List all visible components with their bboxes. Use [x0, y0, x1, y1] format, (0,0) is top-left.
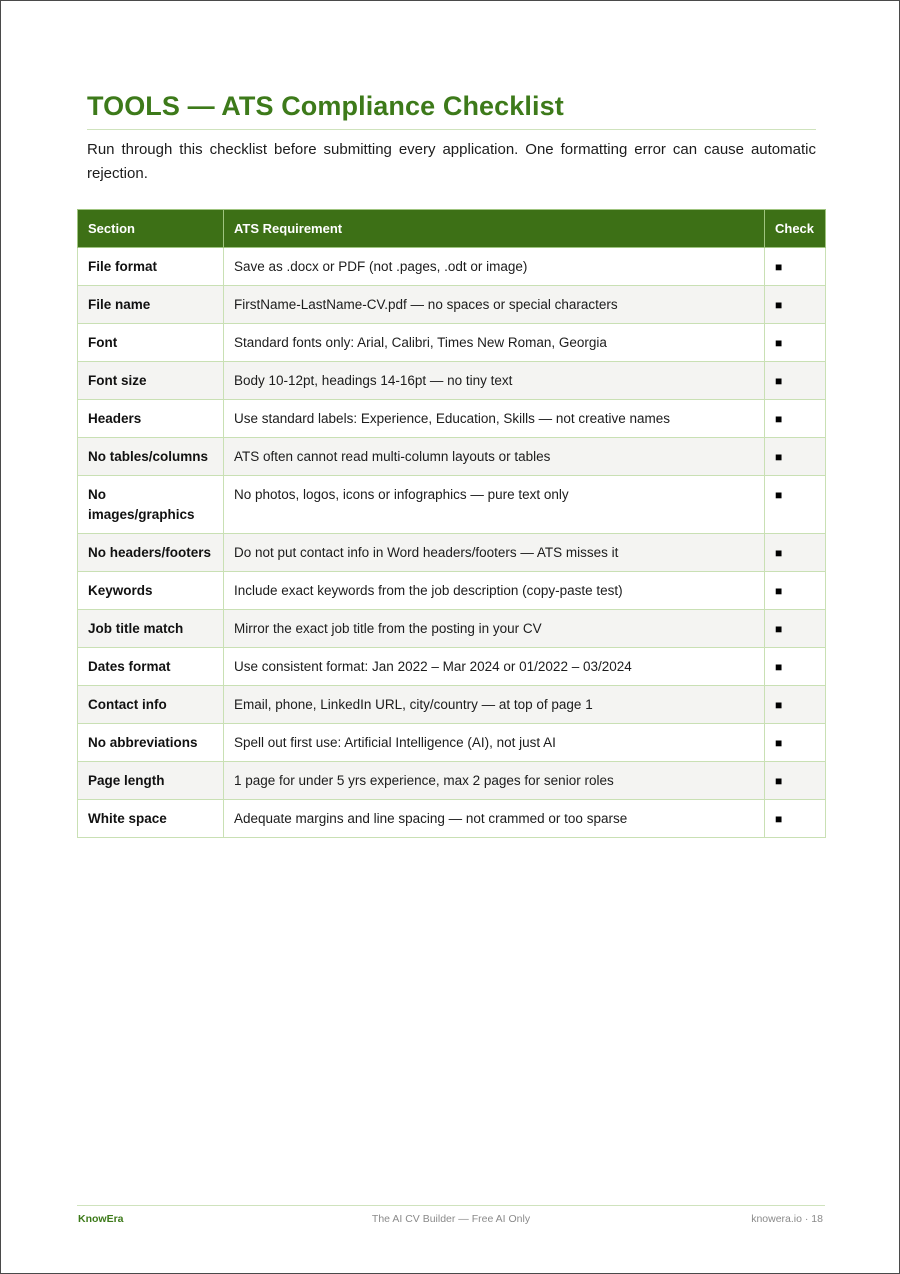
section-cell: Dates format [78, 648, 224, 686]
table-row [78, 762, 826, 800]
table-row [78, 324, 826, 362]
column-header-check: Check [765, 210, 826, 248]
requirement-cell: Use consistent format: Jan 2022 – Mar 2024 or 01/2022 – 03/2024 [224, 648, 765, 686]
checkbox-icon[interactable]: ■ [765, 572, 826, 610]
requirement-cell: FirstName-LastName-CV.pdf — no spaces or special characters [224, 286, 765, 324]
requirement-cell: 1 page for under 5 yrs experience, max 2 pages for senior roles [224, 762, 765, 800]
table-row [78, 648, 826, 686]
column-header-section: Section [78, 210, 224, 248]
table-row [78, 400, 826, 438]
section-cell: Headers [78, 400, 224, 438]
checkbox-icon[interactable]: ■ [765, 324, 826, 362]
intro-paragraph: Run through this checklist before submitting every application. One formatting error can cause automatic rejection. [87, 141, 816, 182]
checkbox-icon[interactable]: ■ [765, 648, 826, 686]
table-row [78, 800, 826, 838]
footer-brand: KnowEra [78, 1213, 124, 1225]
requirement-cell: ATS often cannot read multi-column layouts or tables [224, 438, 765, 476]
section-cell: No tables/columns [78, 438, 224, 476]
table-row [78, 362, 826, 400]
section-cell: Job title match [78, 610, 224, 648]
checkbox-icon[interactable]: ■ [765, 248, 826, 286]
ats-checklist-table [77, 209, 826, 838]
requirement-cell: Use standard labels: Experience, Education, Skills — not creative names [224, 400, 765, 438]
checkbox-icon[interactable]: ■ [765, 724, 826, 762]
page-title: TOOLS — ATS Compliance Checklist [87, 91, 564, 121]
section-cell: Contact info [78, 686, 224, 724]
section-cell: Font size [78, 362, 224, 400]
footer-title: The AI CV Builder — Free AI Only [371, 1213, 531, 1225]
checkbox-icon[interactable]: ■ [765, 476, 826, 534]
requirement-cell: No photos, logos, icons or infographics — pure text only [224, 476, 765, 534]
section-cell: White space [78, 800, 224, 838]
section-cell: File name [78, 286, 224, 324]
requirement-cell: Save as .docx or PDF (not .pages, .odt or image) [224, 248, 765, 286]
table-row [78, 476, 826, 534]
table-row [78, 724, 826, 762]
checkbox-icon[interactable]: ■ [765, 438, 826, 476]
table-row [78, 248, 826, 286]
checkbox-icon[interactable]: ■ [765, 400, 826, 438]
requirement-cell: Mirror the exact job title from the posting in your CV [224, 610, 765, 648]
table-row [78, 686, 826, 724]
table-header-row [78, 210, 826, 248]
section-cell: Keywords [78, 572, 224, 610]
section-cell: File format [78, 248, 224, 286]
checkbox-icon[interactable]: ■ [765, 286, 826, 324]
requirement-cell: Include exact keywords from the job description (copy-paste test) [224, 572, 765, 610]
requirement-cell: Standard fonts only: Arial, Calibri, Times New Roman, Georgia [224, 324, 765, 362]
checkbox-icon[interactable]: ■ [765, 800, 826, 838]
checkbox-icon[interactable]: ■ [765, 762, 826, 800]
requirement-cell: Body 10-12pt, headings 14-16pt — no tiny text [224, 362, 765, 400]
title-divider [87, 129, 816, 130]
column-header-requirement: ATS Requirement [224, 210, 765, 248]
checkbox-icon[interactable]: ■ [765, 610, 826, 648]
requirement-cell: Adequate margins and line spacing — not crammed or too sparse [224, 800, 765, 838]
requirement-cell: Do not put contact info in Word headers/footers — ATS misses it [224, 534, 765, 572]
section-cell: Page length [78, 762, 224, 800]
checkbox-icon[interactable]: ■ [765, 686, 826, 724]
checkbox-icon[interactable]: ■ [765, 534, 826, 572]
table-row [78, 610, 826, 648]
section-cell: No images/graphics [78, 476, 224, 534]
section-cell: No abbreviations [78, 724, 224, 762]
footer-page-info: knowera.io · 18 [751, 1213, 823, 1225]
table-row [78, 438, 826, 476]
requirement-cell: Spell out first use: Artificial Intelligence (AI), not just AI [224, 724, 765, 762]
section-cell: Font [78, 324, 224, 362]
table-row [78, 286, 826, 324]
footer-divider [77, 1205, 825, 1206]
table-row [78, 534, 826, 572]
table-row [78, 572, 826, 610]
section-cell: No headers/footers [78, 534, 224, 572]
requirement-cell: Email, phone, LinkedIn URL, city/country — at top of page 1 [224, 686, 765, 724]
checkbox-icon[interactable]: ■ [765, 362, 826, 400]
